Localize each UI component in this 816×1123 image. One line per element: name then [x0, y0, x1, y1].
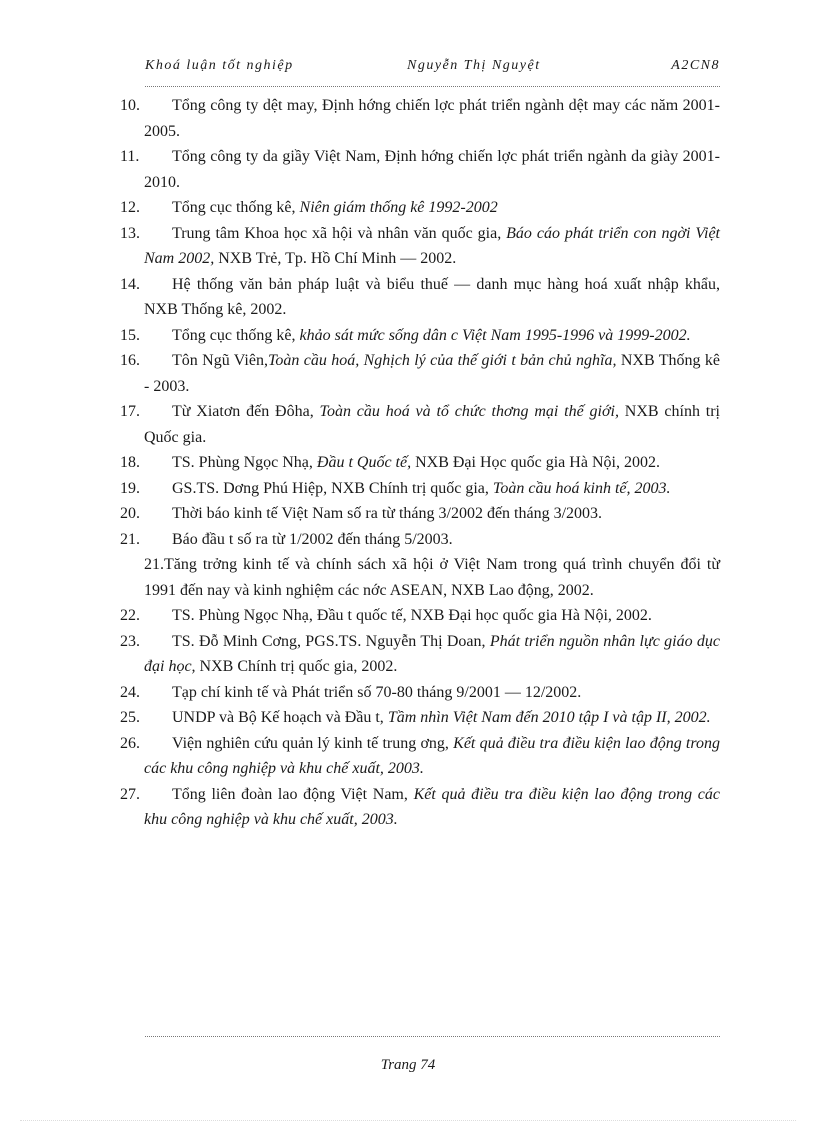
reference-title-italic: Kết quả điều tra điều kiện lao động trong các khu công nghiệp và khu chế xuất, 2003.: [144, 785, 721, 828]
reference-number: 16.: [120, 352, 140, 369]
reference-text: [144, 603, 720, 629]
reference-title-italic: Niên giám thống kê 1992-2002: [299, 199, 498, 216]
reference-item: [120, 272, 720, 323]
reference-item: [120, 680, 720, 706]
reference-item: [120, 195, 720, 221]
reference-text-segment: Tổng liên đoàn lao động Việt Nam,: [172, 785, 414, 803]
reference-item: [120, 144, 720, 195]
footer-divider: [145, 1036, 720, 1037]
reference-number: 21.: [120, 530, 140, 548]
reference-title-italic: Toàn cầu hoá và tổ chức thơng mại thế giới,: [319, 403, 619, 420]
reference-text-segment: Tổng công ty da giầy Việt Nam, Định hớng chiến lợc phát triển ngành da giày 2001-2010.: [144, 148, 720, 191]
reference-text-segment: GS.TS. Dơng Phú Hiệp, NXB Chính trị quốc gia,: [172, 479, 493, 497]
reference-number: 22.: [120, 607, 140, 624]
reference-number: 24.: [120, 683, 140, 701]
reference-text-segment: Tổng cục thống kê,: [172, 199, 300, 216]
reference-text-segment: Tạp chí kinh tế và Phát triển số 70-80 tháng 9/2001 — 12/2002.: [172, 683, 582, 701]
header-thesis-label: Khoá luận tốt nghiệp: [145, 58, 294, 73]
reference-text: [144, 272, 720, 323]
reference-text-segment: Trung tâm Khoa học xã hội và nhân văn quốc gia,: [172, 224, 507, 242]
reference-text: [144, 782, 720, 833]
reference-text: [144, 144, 720, 195]
header-divider: [145, 86, 720, 87]
reference-item: [120, 93, 720, 144]
reference-text: [144, 221, 720, 272]
reference-text: [144, 93, 720, 144]
reference-text-segment: UNDP và Bộ Kế hoạch và Đầu t,: [172, 709, 388, 726]
reference-item: [120, 629, 720, 680]
reference-number: 26.: [120, 734, 140, 752]
reference-number: 19.: [120, 479, 140, 497]
reference-text-segment: Hệ thống văn bản pháp luật và biểu thuế — danh mục hàng hoá xuất nhập khẩu, NXB Thống kê, 2002.: [144, 275, 720, 318]
reference-text-segment: Báo đầu t số ra từ 1/2002 đến tháng 5/2003.: [172, 530, 453, 548]
reference-text-segment: NXB Trẻ, Tp. Hồ Chí Minh — 2002.: [214, 250, 457, 267]
reference-number: 20.: [120, 505, 140, 522]
reference-text: [144, 629, 720, 680]
reference-text-segment: NXB Đại Học quốc gia Hà Nội, 2002.: [411, 454, 660, 471]
reference-item: [120, 603, 720, 629]
reference-item: [120, 323, 720, 349]
reference-title-italic: Toàn cầu hoá, Nghịch lý của thế giới t bản chủ nghĩa,: [267, 352, 617, 369]
reference-title-italic: Kết quả điều tra điều kiện lao động trong các khu công nghiệp và khu chế xuất, 2003.: [144, 734, 721, 777]
reference-item: [120, 501, 720, 527]
reference-number: 14.: [120, 275, 140, 293]
page-number: Trang 74: [380, 1057, 436, 1073]
reference-text-segment: TS. Phùng Ngọc Nhạ,: [172, 454, 317, 471]
reference-item: [120, 782, 720, 833]
reference-text-segment: Tổng công ty dệt may, Định hớng chiến lợc phát triển ngành dệt may các năm 2001-2005.: [144, 97, 720, 140]
reference-text-segment: Tôn Ngũ Viên,: [172, 352, 268, 369]
reference-text: [144, 705, 720, 731]
reference-text: [144, 195, 720, 221]
reference-number: 17.: [120, 403, 140, 420]
reference-title-italic: Báo cáo phát triển con ngời Việt Nam 2002,: [144, 224, 721, 267]
reference-number: 11.: [120, 148, 140, 165]
reference-number: 10.: [120, 97, 140, 114]
reference-text: [144, 527, 720, 553]
page-header: [145, 58, 720, 80]
reference-text: [144, 323, 720, 349]
reference-item: [120, 705, 720, 731]
reference-text-segment: Viện nghiên cứu quản lý kinh tế trung ơng,: [172, 734, 454, 752]
reference-text: [144, 731, 720, 782]
reference-item: [120, 221, 720, 272]
reference-item: [120, 399, 720, 450]
reference-number: 18.: [120, 454, 140, 471]
header-author: Nguyễn Thị Nguyệt: [407, 58, 541, 73]
reference-item: [120, 450, 720, 476]
reference-text: [144, 501, 720, 527]
reference-text-segment: NXB Chính trị quốc gia, 2002.: [195, 658, 398, 675]
reference-item: [120, 476, 720, 502]
reference-text-segment: NXB Thống kê - 2003.: [144, 352, 720, 395]
reference-text-segment: TS. Đỗ Minh Cơng, PGS.TS. Nguyễn Thị Doan,: [172, 632, 490, 650]
reference-title-italic: Đầu t Quốc tế,: [316, 454, 412, 471]
header-class-code: A2CN8: [671, 58, 720, 73]
reference-text: [144, 399, 720, 450]
reference-title-italic: khảo sát mức sống dân c Việt Nam 1995-1996 và 1999-2002.: [299, 326, 691, 344]
reference-text-segment: 21.Tăng trởng kinh tế và chính sách xã hội ở Việt Nam trong quá trình chuyển đổi từ 1991 đến nay và kinh nghiệm các nớc ASEAN, NXB Lao động, 2002.: [144, 556, 720, 599]
page-edge-divider: [20, 1120, 796, 1121]
reference-text-segment: Từ Xiatơn đến Đôha,: [172, 403, 320, 420]
reference-number: 25.: [120, 709, 140, 726]
reference-text-segment: Tổng cục thống kê,: [172, 326, 300, 344]
reference-text: [144, 450, 720, 476]
reference-item: [120, 348, 720, 399]
reference-title-italic: Tầm nhìn Việt Nam đến 2010 tập I và tập II, 2002.: [387, 709, 711, 726]
reference-title-italic: Toàn cầu hoá kinh tế, 2003.: [492, 479, 671, 497]
reference-text: [144, 348, 720, 399]
reference-item: [120, 527, 720, 553]
reference-number: 23.: [120, 632, 140, 650]
reference-number: 15.: [120, 326, 140, 344]
reference-text: [144, 552, 720, 603]
reference-text-segment: NXB chính trị Quốc gia.: [144, 403, 721, 446]
reference-text: [144, 680, 720, 706]
reference-number: 27.: [120, 785, 140, 803]
reference-text-segment: TS. Phùng Ngọc Nhạ, Đầu t quốc tế, NXB Đại học quốc gia Hà Nội, 2002.: [172, 607, 652, 624]
reference-item: [120, 552, 720, 603]
reference-item: [120, 731, 720, 782]
reference-list: [120, 93, 720, 833]
reference-number: 13.: [120, 224, 140, 242]
reference-title-italic: Phát triển nguồn nhân lực giáo dục đại học,: [144, 632, 721, 675]
reference-text-segment: Thời báo kinh tế Việt Nam số ra từ tháng 3/2002 đến tháng 3/2003.: [172, 505, 603, 522]
reference-number: 12.: [120, 199, 140, 216]
reference-text: [144, 476, 720, 502]
